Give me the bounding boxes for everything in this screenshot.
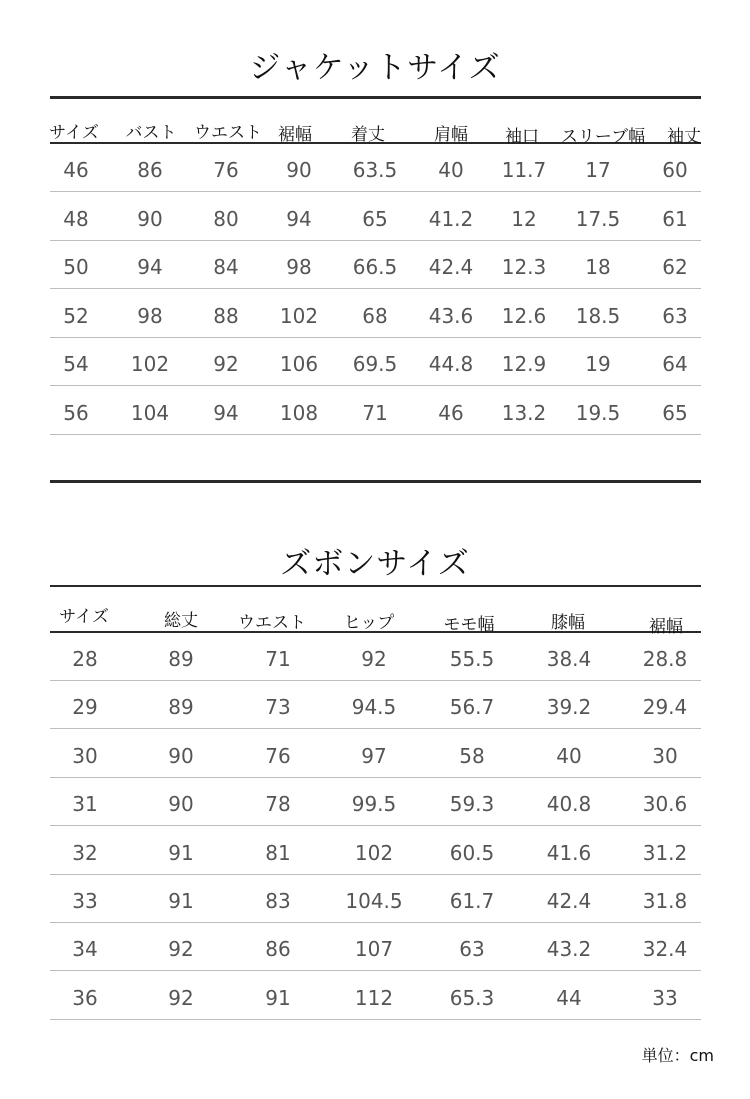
jacket-cell-r2-c2: 84 [213,255,239,279]
jacket-cell-r4-c7: 19 [585,352,611,376]
jacket-cell-r2-c1: 94 [137,255,163,279]
pants-cell-r1-c2: 73 [265,695,291,720]
pants-cell-r1-c4: 56.7 [449,695,495,720]
pants-cell-r7-c4: 65.3 [449,985,495,1010]
jacket-cell-r0-c2: 76 [213,158,239,182]
pants-size-title: ズボンサイズ [280,546,470,582]
jacket-cell-r5-c8: 65 [662,400,688,425]
jacket-row-separator [50,288,701,289]
pants-cell-r7-c0: 36 [72,985,98,1010]
pants-cell-r4-c2: 81 [265,840,291,865]
jacket-cell-r2-c0: 50 [63,255,89,279]
pants-cell-r3-c6: 30.6 [642,792,688,817]
jacket-cell-r0-c5: 40 [438,158,464,182]
pants-cell-r0-c6: 28.8 [642,647,688,671]
pants-cell-r0-c4: 55.5 [449,647,495,671]
jacket-cell-r1-c2: 80 [213,206,239,231]
pants-cell-r1-c6: 29.4 [642,695,688,720]
pants-cell-r5-c3: 104.5 [345,889,403,913]
pants-cell-r2-c2: 76 [265,743,291,768]
pants-row-separator [50,825,701,826]
pants-cell-r6-c6: 32.4 [642,937,688,962]
jacket-cell-r0-c6: 11.7 [501,158,547,182]
pants-header-5: 膝幅 [551,613,585,633]
jacket-cell-r5-c1: 104 [130,400,170,425]
pants-row-separator [50,728,701,729]
jacket-cell-r4-c8: 64 [662,352,688,376]
pants-cell-r7-c1: 92 [168,985,194,1010]
pants-row-separator [50,970,701,971]
pants-cell-r5-c6: 31.8 [642,889,688,913]
jacket-header-6: 袖口 [505,127,539,147]
pants-header-6: 裾幅 [649,617,683,637]
pants-cell-r5-c5: 42.4 [546,889,592,913]
jacket-header-0: サイズ [49,123,99,143]
jacket-cell-r2-c6: 12.3 [501,255,547,279]
jacket-cell-r0-c1: 86 [137,158,163,182]
pants-top-rule [50,585,701,587]
pants-cell-r5-c1: 91 [168,889,194,913]
jacket-cell-r3-c6: 12.6 [501,303,547,328]
jacket-cell-r3-c7: 18.5 [575,303,621,328]
pants-cell-r5-c4: 61.7 [449,889,495,913]
pants-cell-r0-c5: 38.4 [546,647,592,671]
pants-cell-r5-c2: 83 [265,889,291,913]
jacket-header-5: 肩幅 [434,125,468,145]
pants-row-separator [50,922,701,923]
jacket-header-3: 裾幅 [278,125,312,145]
pants-row-separator [50,680,701,681]
jacket-cell-r0-c4: 63.5 [352,158,398,182]
pants-cell-r7-c2: 91 [265,985,291,1010]
pants-cell-r7-c6: 33 [652,985,678,1010]
pants-header-3: ヒップ [343,613,395,633]
jacket-cell-r3-c5: 43.6 [428,303,474,328]
pants-cell-r1-c3: 94.5 [351,695,397,720]
jacket-cell-r1-c4: 65 [362,206,388,231]
jacket-cell-r5-c5: 46 [438,400,464,425]
jacket-cell-r3-c1: 98 [137,303,163,328]
jacket-size-title: ジャケットサイズ [249,50,501,86]
pants-header-1: 総丈 [164,611,198,631]
jacket-cell-r4-c5: 44.8 [428,352,474,376]
jacket-cell-r4-c3: 106 [279,352,319,376]
jacket-cell-r1-c5: 41.2 [428,206,474,231]
pants-cell-r6-c0: 34 [72,937,98,962]
jacket-cell-r3-c8: 63 [662,303,688,328]
jacket-cell-r0-c7: 17 [585,158,611,182]
pants-row-separator [50,874,701,875]
pants-cell-r4-c4: 60.5 [449,840,495,865]
pants-cell-r6-c4: 63 [459,937,485,962]
jacket-cell-r4-c2: 92 [213,352,239,376]
unit-label: 単位：cm [641,1046,714,1065]
pants-row-separator [50,1019,701,1020]
jacket-cell-r2-c5: 42.4 [428,255,474,279]
jacket-cell-r1-c7: 17.5 [575,206,621,231]
pants-cell-r0-c1: 89 [168,647,194,671]
jacket-row-separator [50,191,701,192]
section-divider [50,480,701,483]
pants-cell-r6-c3: 107 [354,937,394,962]
jacket-header-8: 袖丈 [667,127,701,147]
jacket-cell-r5-c7: 19.5 [575,400,621,425]
jacket-cell-r3-c3: 102 [279,303,319,328]
pants-cell-r4-c5: 41.6 [546,840,592,865]
pants-cell-r0-c0: 28 [72,647,98,671]
jacket-cell-r2-c8: 62 [662,255,688,279]
jacket-cell-r4-c1: 102 [130,352,170,376]
pants-cell-r4-c1: 91 [168,840,194,865]
pants-cell-r7-c3: 112 [354,985,394,1010]
pants-cell-r3-c0: 31 [72,792,98,817]
pants-cell-r2-c1: 90 [168,743,194,768]
pants-cell-r3-c3: 99.5 [351,792,397,817]
jacket-header-2: ウエスト [194,123,262,143]
pants-cell-r6-c1: 92 [168,937,194,962]
jacket-top-rule [50,96,701,99]
jacket-cell-r3-c2: 88 [213,303,239,328]
jacket-cell-r1-c6: 12 [511,206,537,231]
jacket-cell-r0-c3: 90 [286,158,312,182]
jacket-cell-r3-c4: 68 [362,303,388,328]
jacket-cell-r5-c3: 108 [279,400,319,425]
jacket-row-separator [50,434,701,435]
jacket-cell-r1-c0: 48 [63,206,89,231]
jacket-row-separator [50,337,701,338]
pants-cell-r1-c0: 29 [72,695,98,720]
jacket-cell-r5-c2: 94 [213,400,239,425]
pants-cell-r2-c3: 97 [361,743,387,768]
pants-row-separator [50,777,701,778]
jacket-cell-r2-c7: 18 [585,255,611,279]
jacket-row-separator [50,385,701,386]
jacket-cell-r1-c3: 94 [286,206,312,231]
pants-cell-r5-c0: 33 [72,889,98,913]
pants-cell-r1-c1: 89 [168,695,194,720]
pants-cell-r4-c3: 102 [354,840,394,865]
pants-cell-r3-c1: 90 [168,792,194,817]
jacket-cell-r0-c8: 60 [662,158,688,182]
pants-header-2: ウエスト [238,613,306,633]
jacket-cell-r1-c8: 61 [662,206,688,231]
jacket-cell-r2-c4: 66.5 [352,255,398,279]
jacket-cell-r2-c3: 98 [286,255,312,279]
jacket-cell-r3-c0: 52 [63,303,89,328]
pants-cell-r0-c2: 71 [265,647,291,671]
pants-cell-r2-c5: 40 [556,743,582,768]
jacket-cell-r0-c0: 46 [63,158,89,182]
pants-cell-r2-c6: 30 [652,743,678,768]
jacket-row-separator [50,240,701,241]
pants-cell-r3-c2: 78 [265,792,291,817]
pants-cell-r4-c0: 32 [72,840,98,865]
pants-cell-r7-c5: 44 [556,985,582,1010]
pants-header-0: サイズ [59,607,109,627]
jacket-cell-r1-c1: 90 [137,206,163,231]
pants-cell-r3-c4: 59.3 [449,792,495,817]
jacket-header-1: バスト [125,123,177,143]
jacket-cell-r5-c0: 56 [63,400,89,425]
jacket-cell-r5-c4: 71 [362,400,388,425]
pants-cell-r0-c3: 92 [361,647,387,671]
jacket-cell-r5-c6: 13.2 [501,400,547,425]
pants-cell-r2-c4: 58 [459,743,485,768]
jacket-header-7: スリーブ幅 [560,127,646,147]
pants-header-4: モモ幅 [443,615,495,635]
pants-cell-r1-c5: 39.2 [546,695,592,720]
jacket-cell-r4-c4: 69.5 [352,352,398,376]
jacket-cell-r4-c6: 12.9 [501,352,547,376]
pants-cell-r3-c5: 40.8 [546,792,592,817]
pants-cell-r4-c6: 31.2 [642,840,688,865]
pants-cell-r2-c0: 30 [72,743,98,768]
pants-cell-r6-c2: 86 [265,937,291,962]
jacket-cell-r4-c0: 54 [63,352,89,376]
jacket-header-4: 着丈 [351,125,385,145]
pants-cell-r6-c5: 43.2 [546,937,592,962]
